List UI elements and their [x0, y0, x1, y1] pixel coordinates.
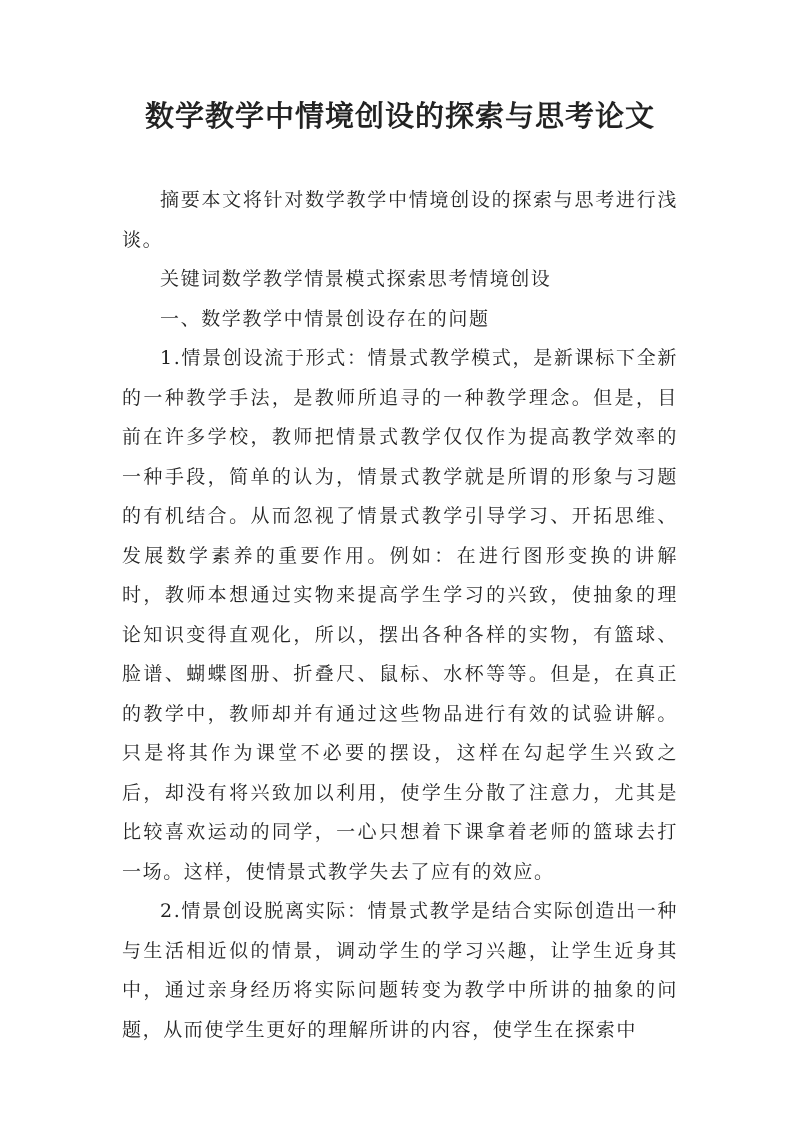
document-title: 数学教学中情境创设的探索与思考论文 [144, 99, 655, 133]
body-paragraph: 2.情景创设脱离实际：情景式教学是结合实际创造出一种与生活相近似的情景，调动学生的学习兴趣，让学生近身其中，通过亲身经历将实际问题转变为教学中所讲的抽象的问题，从而使学生更好的理解所讲的内容，使学生在探索中 [122, 900, 678, 1041]
document-body [122, 181, 678, 1050]
abstract-paragraph: 摘要本文将针对数学教学中情境创设的探索与思考进行浅谈。 [122, 189, 678, 251]
body-paragraph: 1.情景创设流于形式：情景式教学模式，是新课标下全新的一种教学手法，是教师所追寻的一种教学理念。但是，目前在许多学校，教师把情景式教学仅仅作为提高教学效率的一种手段，简单的认为，情景式教学就是所谓的形象与习题的有机结合。从而忽视了情景式教学引导学习、开拓思维、发展数学素养的重要作用。例如：在进行图形变换的讲解时，教师本想通过实物来提高学生学习的兴致，使抽象的理论知识变得直观化，所以，摆出各种各样的实物，有篮球、脸谱、蝴蝶图册、折叠尺、鼠标、水杯等等。但是，在真正的教学中，教师却并有通过这些物品进行有效的试验讲解。只是将其作为课堂不必要的摆设，这样在勾起学生兴致之后，却没有将兴致加以利用，使学生分散了注意力，尤其是比较喜欢运动的同学，一心只想着下课拿着老师的篮球去打一场。这样，使情景式教学失去了应有的效应。 [122, 347, 678, 883]
section-heading: 一、数学教学中情景创设存在的问题 [160, 307, 490, 330]
keywords-paragraph: 关键词数学教学情景模式探索思考情境创设 [160, 268, 552, 290]
